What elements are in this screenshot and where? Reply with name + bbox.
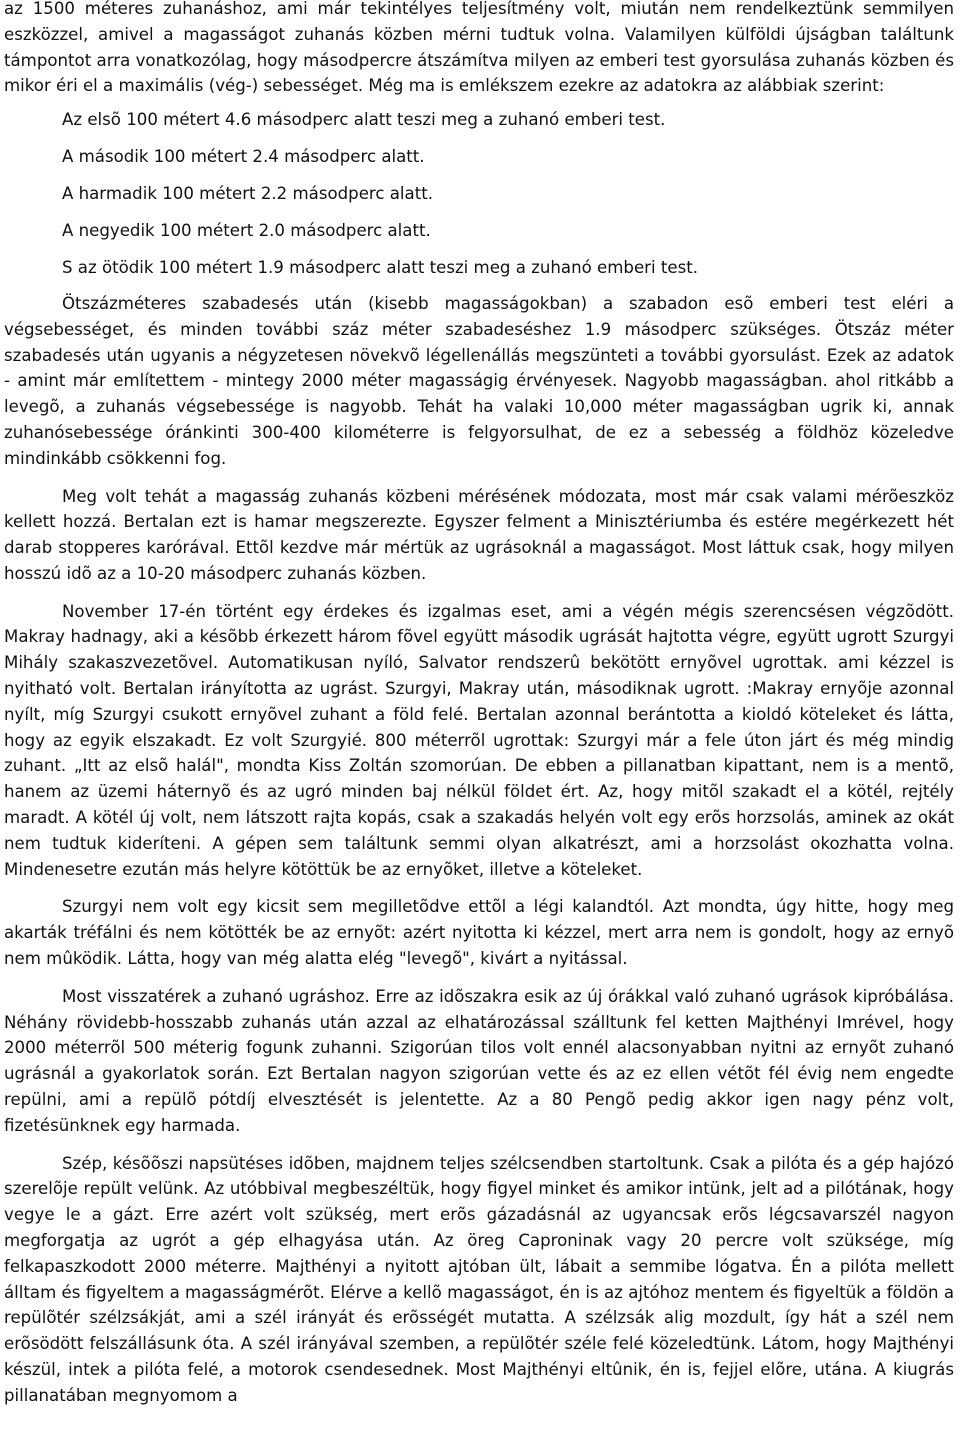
paragraph-freefall-jump: Most visszatérek a zuhanó ugráshoz. Erre az idõszakra esik az új órákkal való zuhanó ugrások kipróbálása. Néhány rövidebb-hosszabb zuhanás után azzal az elhatározással szálltunk fel ketten Majthényi Imrével, hogy 2000 méterrõl 500 méterig fogunk zuhanni. Szigorúan tilos volt ennél alacsonyabban nyitni az ernyõt zuhanó ugrásnál a gyakorlatok során. Ezt Bertalan nagyon szigorúan vette és az ez ellen vétõt fél évig nem engedte repülni, ami a repülõ pótdíj elvesztését is jelentette. Az a 80 Pengõ pedig akkor igen nagy pénz volt, fizetésünknek egy harmada. xyxy=(4,986,954,1135)
list-item: Az elsõ 100 métert 4.6 másodperc alatt teszi meg a zuhanó emberi test. xyxy=(62,110,666,130)
paragraph-measuring-tool: Meg volt tehát a magasság zuhanás közbeni mérésének módozata, most már csak valami mérõeszköz kellett hozzá. Bertalan ezt is hamar megszerezte. Egyszer felment a Minisztériumba és estére megérkezett hét darab stopperes karórával. Ettõl kezdve már mértük az ugrásoknál a magasságot. Most láttuk csak, hogy milyen hosszú idõ az a 10-20 másodperc zuhanás közben. xyxy=(4,486,954,583)
paragraph-autumn-flight: Szép, késõõszi napsütéses idõben, majdnem teljes szélcsendben startoltunk. Csak a pilóta és a gép hajózó szerelõje repült velünk. Az utóbbival megbeszéltük, hogy figyel minket és amikor intünk, jelt ad a pilótának, hogy vegye le a gázt. Erre azért volt szükség, mert erõs gázadásnál az ugyancsak erõs légcsavarszél nagyon megforgatja az ugrót a gép elhagyása után. Az öreg Caproninak vagy 20 percre volt szüksége, míg felkapaszkodott 2000 méterre. Majthényi a nyitott ajtóban ült, lábait a semmibe lógatva. Én a pilóta mellett álltam és figyeltem a magasságmérõt. Elérve a kellõ magasságot, én is az ajtóhoz mentem és figyeltük a földön a repülõtér szélzsákját, ami a szél irányát és erõsségét mutatta. A szélzsák alig mozdult, így hát a szél nem erõsödött felszállásunk óta. A szél irányával szemben, a repülõtér széle felé közeledtünk. Látom, hogy Majthényi készül, intek a pilóta felé, a motorok csendesednek. Most Majthényi eltûnik, én is, fejjel elõre, utána. A kiugrás pillanatában megnyomom a xyxy=(4,1153,954,1405)
list-item: S az ötödik 100 métert 1.9 másodperc alatt teszi meg a zuhanó emberi test. xyxy=(62,258,698,278)
list-item: A harmadik 100 métert 2.2 másodperc alatt. xyxy=(62,184,434,204)
paragraph-november-incident: November 17-én történt egy érdekes és izgalmas eset, ami a végén mégis szerencsésen végzõdött. Makray hadnagy, aki a késõbb érkezett három fõvel együtt második ugrását hajtotta végre, együtt ugrott Szurgyi Mihály szakaszvezetõvel. Automatikusan nyíló, Salvator rendszerû bekötött ernyõvel ugrottak. ami kézzel is nyitható volt. Bertalan irányította az ugrást. Szurgyi, Makray után, másodiknak ugrott. :Makray ernyõje azonnal nyílt, míg Szurgyi csukott ernyõvel zuhant a föld felé. Bertalan azonnal berántotta a kioldó köteleket és látta, hogy az egyik elszakadt. Ez volt Szurgyié. 800 méterrõl ugrottak: Szurgyi már a fele úton járt és még mindig zuhant. „Itt az elsõ halál", mondta Kiss Zoltán szomorúan. De ebben a pillanatban kipattant, nem is a mentõ, hanem az üzemi háternyõ és az ugró minden baj nélkül földet ért. Az, hogy mitõl szakadt el a kötél, rejtély maradt. A kötél új volt, nem látszott rajta kopás, csak a szakadás helyén volt egy erõs horzsolás, aminek az okát nem tudtuk kideríteni. A gépen sem találtunk semmi olyan alkatrészt, ami a horzsolást okozhatta volna. Mindenesetre ezután más helyre kötöttük be az ernyõket, illetve a köteleket. xyxy=(4,601,954,879)
fall-time-list xyxy=(4,107,954,281)
list-item: A negyedik 100 métert 2.0 másodperc alatt. xyxy=(62,221,431,241)
intro-paragraph: az 1500 méteres zuhanáshoz, ami már tekintélyes teljesítmény volt, miután nem rendelkeztünk semmilyen eszközzel, amivel a magasságot zuhanás közben mérni tudtuk volna. Valamilyen külföldi újságban találtunk támpontot arra vonatkozólag, hogy másodpercre átszámítva milyen az emberi test gyorsulása zuhanás közben és mikor éri el a maximális (vég-) sebességet. Még ma is emlékszem ezekre az adatokra az alábbiak szerint: xyxy=(4,0,954,96)
list-item: A második 100 métert 2.4 másodperc alatt. xyxy=(62,147,425,167)
paragraph-szurgyi: Szurgyi nem volt egy kicsit sem megilletõdve ettõl a légi kalandtól. Azt mondta, úgy hitte, hogy meg akarták tréfálni és nem kötötték be az ernyõt: azért nyitotta ki kézzel, mert arra nem is gondolt, hogy az ernyõ nem mûködik. Látta, hogy van még alatta elég "levegõ", kivárt a nyitással. xyxy=(4,897,954,969)
paragraph-terminal-velocity: Ötszázméteres szabadesés után (kisebb magasságokban) a szabadon esõ emberi test eléri a végsebességet, és minden további száz méter szabadeséshez 1.9 másodperc szükséges. Ötszáz méter szabadesés után ugyanis a négyzetesen növekvõ légellenállás megszünteti a további gyorsulást. Ezek az adatok - amint már említettem - mintegy 2000 méter magasságig érvényesek. Nagyobb magasságban. ahol ritkább a levegõ, a zuhanás végsebessége is nagyobb. Tehát ha valaki 10,000 méter magasságban ugrik ki, annak zuhanósebessége óránkinti 300-400 kilométerre is felgyorsulhat, de ez a sebesség a földhöz közeledve mindinkább csökkenni fog. xyxy=(4,293,954,468)
document-page xyxy=(4,0,954,1409)
